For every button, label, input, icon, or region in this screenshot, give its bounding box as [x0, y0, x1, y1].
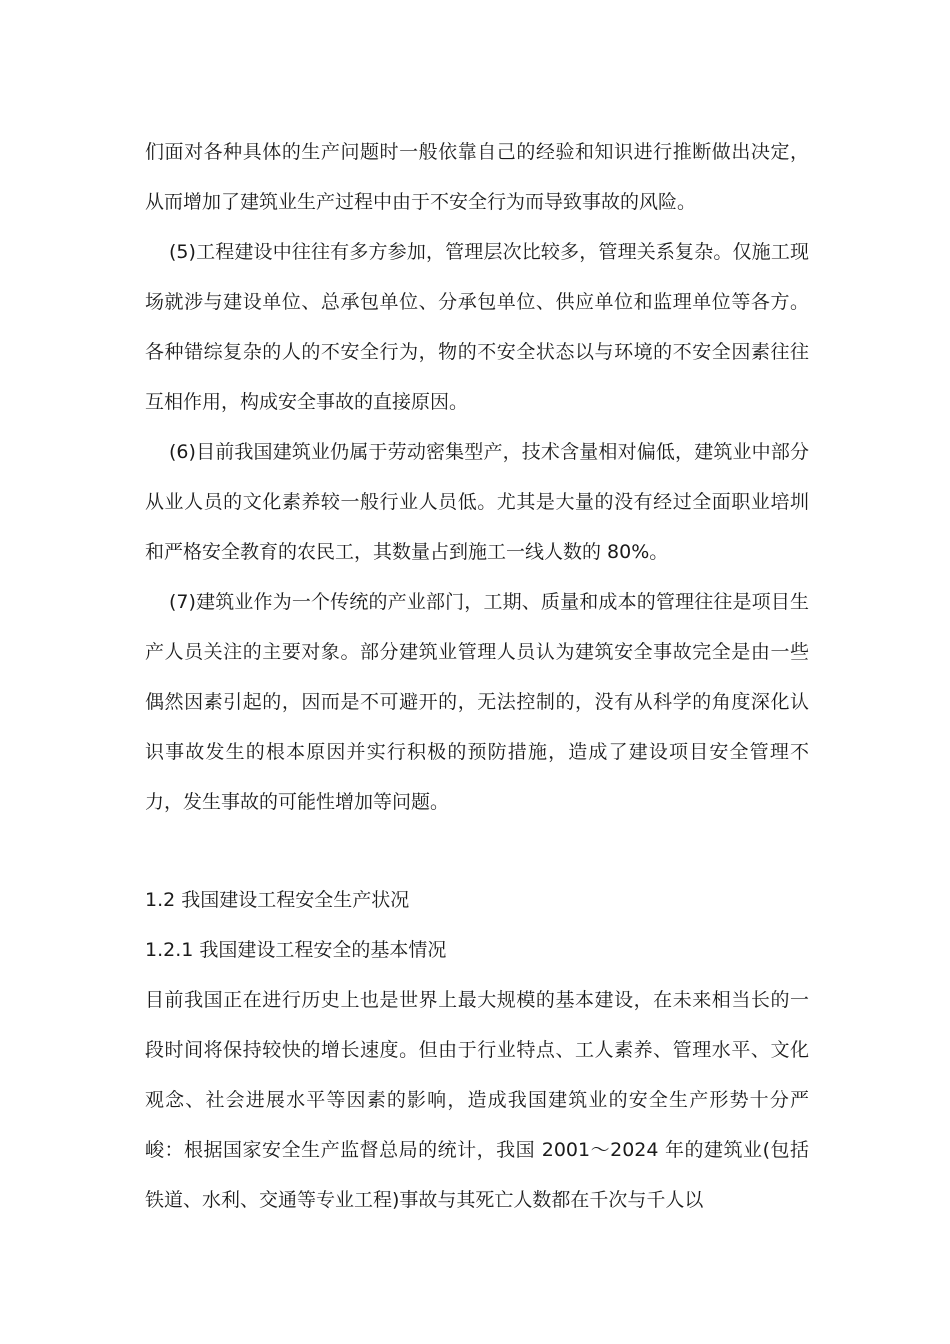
- paragraph-item-5: (5)工程建设中往往有多方参加，管理层次比较多，管理关系复杂。仅施工现场就涉与建设单位、总承包单位、分承包单位、供应单位和监理单位等各方。各种错综复杂的人的不安全行为，物的不安全状态以与环境的不安全因素往往互相作用，构成安全事故的直接原因。: [145, 241, 809, 413]
- paragraph-basic-situation: 目前我国正在进行历史上也是世界上最大规模的基本建设，在未来相当长的一段时间将保持较快的增长速度。但由于行业特点、工人素养、管理水平、文化观念、社会进展水平等因素的影响，造成我国建筑业的安全生产形势十分严峻：根据国家安全生产监督总局的统计，我国 2001～2024 年的建筑业(包括铁道、水利、交通等专业工程)事故与其死亡人数都在千次与千人以: [145, 989, 809, 1211]
- paragraph-item-6: (6)目前我国建筑业仍属于劳动密集型产，技术含量相对偏低，建筑业中部分从业人员的文化素养较一般行业人员低。尤其是大量的没有经过全面职业培圳和严格安全教育的农民工，其数量占到施工一线人数的 80%。: [145, 441, 809, 563]
- paragraph-continuation: 们面对各种具体的生产问题时一般依靠自己的经验和知识进行推断做出决定，从而增加了建筑业生产过程中由于不安全行为而导致事故的风险。: [145, 141, 809, 213]
- section-spacer: [145, 827, 809, 875]
- paragraph-item-7: (7)建筑业作为一个传统的产业部门，工期、质量和成本的管理往往是项目生产人员关注的主要对象。部分建筑业管理人员认为建筑安全事故完全是由一些偶然因素引起的，因而是不可避开的，无法控制的，没有从科学的角度深化认识事故发生的根本原因并实行积极的预防措施，造成了建设项目安全管理不力，发生事故的可能性增加等问题。: [145, 591, 809, 813]
- subsection-heading-1-2-1: 1.2.1 我国建设工程安全的基本情况: [145, 939, 447, 961]
- section-heading-1-2: 1.2 我国建设工程安全生产状况: [145, 889, 410, 911]
- document-body: [145, 127, 809, 1225]
